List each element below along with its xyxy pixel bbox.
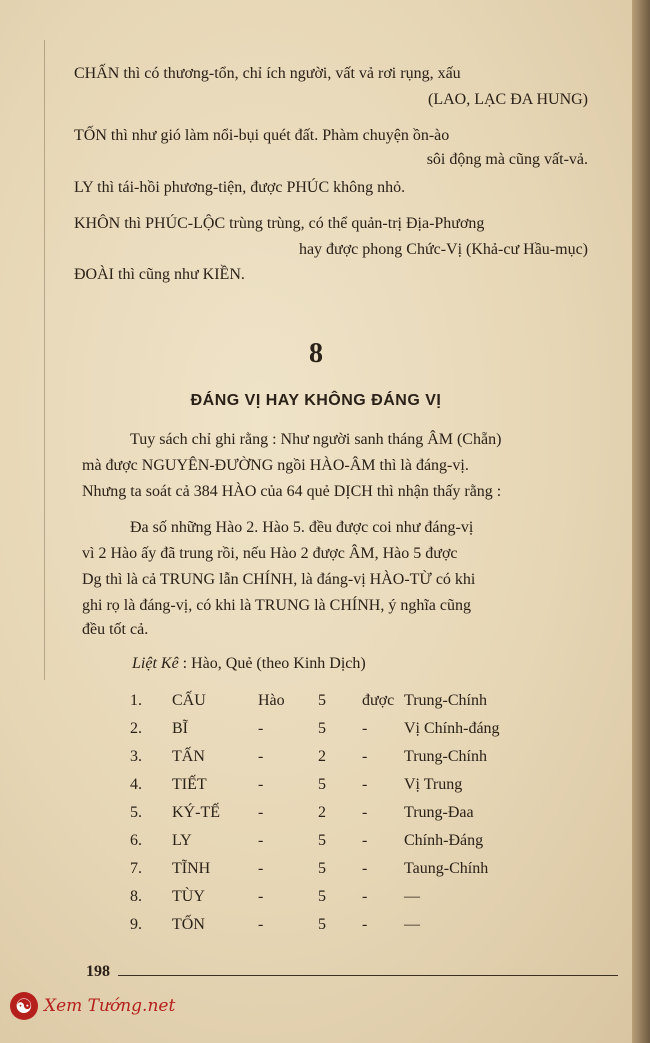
page-number: 198	[86, 963, 110, 980]
text-line-ly: LY thì tái-hồi phương-tiện, được PHÚC không nhỏ.	[74, 179, 406, 196]
list-item-sep: -	[362, 776, 368, 793]
list-item-hao: -	[258, 916, 264, 933]
text-line-soi-dong: sôi động mà cũng vất-vả.	[426, 151, 588, 168]
list-item-name: BĨ	[172, 720, 188, 737]
list-item-sep: được	[362, 692, 395, 709]
list-item-desc: —	[404, 888, 420, 905]
list-item-num: 9.	[130, 916, 142, 933]
list-item-hao: -	[258, 832, 264, 849]
list-item-hao: Hào	[258, 692, 285, 709]
chapter-number: 8	[309, 338, 323, 369]
list-item-sep: -	[362, 748, 368, 765]
list-item-sep: -	[362, 720, 368, 737]
watermark-logo	[10, 992, 175, 1020]
list-item-sep: -	[362, 916, 368, 933]
list-item	[0, 720, 632, 744]
paragraph1-line2: mà được NGUYÊN-ĐƯỜNG ngồi HÀO-ÂM thì là đáng-vị.	[82, 457, 469, 474]
text-line-ton: TỐN thì như gió làm nổi-bụi quét đất. Phàm chuyện ồn-ào	[74, 127, 450, 144]
list-item-num: 2.	[130, 720, 142, 737]
list-item-desc: Chính-Đáng	[404, 832, 484, 849]
list-item-value: 5	[318, 720, 326, 737]
list-item-name: CẤU	[172, 692, 206, 709]
list-item-num: 5.	[130, 804, 142, 821]
paragraph1-line1: Tuy sách chỉ ghi rằng : Như người sanh tháng ÂM (Chẵn)	[130, 431, 502, 448]
text-line-khon: KHÔN thì PHÚC-LỘC trùng trùng, có thể quản-trị Địa-Phương	[74, 215, 485, 232]
list-item-value: 5	[318, 692, 326, 709]
list-item-hao: -	[258, 720, 264, 737]
list-item-desc: Vị Trung	[404, 776, 463, 793]
paragraph2-line2: vì 2 Hào ấy đã trung rồi, nếu Hào 2 được ÂM, Hào 5 được	[82, 545, 458, 562]
text-line-chan: CHẤN thì có thương-tổn, chỉ ích người, vất vả rơi rụng, xấu	[74, 65, 461, 82]
text-line-lao: (LAO, LẠC ĐA HUNG)	[428, 91, 588, 108]
list-item	[0, 888, 632, 912]
paragraph1-line3: Nhưng ta soát cả 384 HÀO của 64 quẻ DỊCH thì nhận thấy rằng :	[82, 483, 502, 500]
list-item-desc: Trung-Chính	[404, 692, 487, 709]
list-item-value: 2	[318, 748, 326, 765]
list-item-num: 1.	[130, 692, 142, 709]
list-item-value: 2	[318, 804, 326, 821]
list-item-name: KÝ-TẾ	[172, 804, 220, 821]
list-item-desc: —	[404, 916, 420, 933]
list-item-desc: Taung-Chính	[404, 860, 489, 877]
paragraph2-line1: Đa số những Hào 2. Hào 5. đều được coi như đáng-vị	[130, 519, 474, 536]
paragraph2-line3: Dg thì là cả TRUNG lẫn CHÍNH, là đáng-vị HÀO-TỪ có khi	[82, 571, 476, 588]
list-item-name: LY	[172, 832, 192, 849]
list-item-value: 5	[318, 916, 326, 933]
list-heading-text: : Hào, Quẻ (theo Kinh Dịch)	[182, 655, 366, 672]
list-item-hao: -	[258, 804, 264, 821]
list-item-desc: Vị Chính-đáng	[404, 720, 500, 737]
list-item-value: 5	[318, 832, 326, 849]
list-item-desc: Trung-Đaa	[404, 804, 474, 821]
list-item-num: 7.	[130, 860, 142, 877]
book-spine	[632, 0, 650, 1043]
list-item-name: TÙY	[172, 888, 205, 905]
paragraph2-line4: ghi rọ là đáng-vị, có khi là TRUNG là CHÍNH, ý nghĩa cũng	[82, 597, 471, 614]
yin-yang-icon: ☯	[10, 992, 38, 1020]
list-item-value: 5	[318, 888, 326, 905]
list-item-num: 4.	[130, 776, 142, 793]
list-item-name: TIẾT	[172, 776, 207, 793]
list-item-name: TẤN	[172, 748, 205, 765]
list-item-sep: -	[362, 832, 368, 849]
paragraph2-line5: đều tốt cả.	[82, 621, 149, 638]
list-item-value: 5	[318, 860, 326, 877]
list-heading-label: Liệt Kê	[132, 655, 179, 672]
list-item-num: 6.	[130, 832, 142, 849]
list-item-name: TỐN	[172, 916, 205, 933]
list-item-hao: -	[258, 860, 264, 877]
list-item	[0, 748, 632, 772]
text-line-chuc-vi: hay được phong Chức-Vị (Khả-cư Hầu-mục)	[298, 241, 588, 258]
list-item	[0, 832, 632, 856]
footer-rule	[118, 975, 618, 976]
text-line-doai: ĐOÀI thì cũng như KIỀN.	[74, 266, 245, 283]
list-item	[0, 860, 632, 884]
list-item-name: TĨNH	[172, 860, 211, 877]
list-item-value: 5	[318, 776, 326, 793]
list-item-sep: -	[362, 804, 368, 821]
list-item-sep: -	[362, 888, 368, 905]
list-item-sep: -	[362, 860, 368, 877]
watermark-text: Xem Tướng.net	[44, 996, 176, 1016]
list-heading	[132, 655, 366, 673]
list-item-num: 8.	[130, 888, 142, 905]
list-item-hao: -	[258, 748, 264, 765]
list-item	[0, 804, 632, 828]
list-item-hao: -	[258, 776, 264, 793]
list-item	[0, 776, 632, 800]
list-item-desc: Trung-Chính	[404, 748, 487, 765]
list-item	[0, 692, 632, 716]
list-item-hao: -	[258, 888, 264, 905]
list-item-num: 3.	[130, 748, 142, 765]
chapter-title: ĐÁNG VỊ HAY KHÔNG ĐÁNG VỊ	[190, 392, 442, 409]
list-item	[0, 916, 632, 940]
